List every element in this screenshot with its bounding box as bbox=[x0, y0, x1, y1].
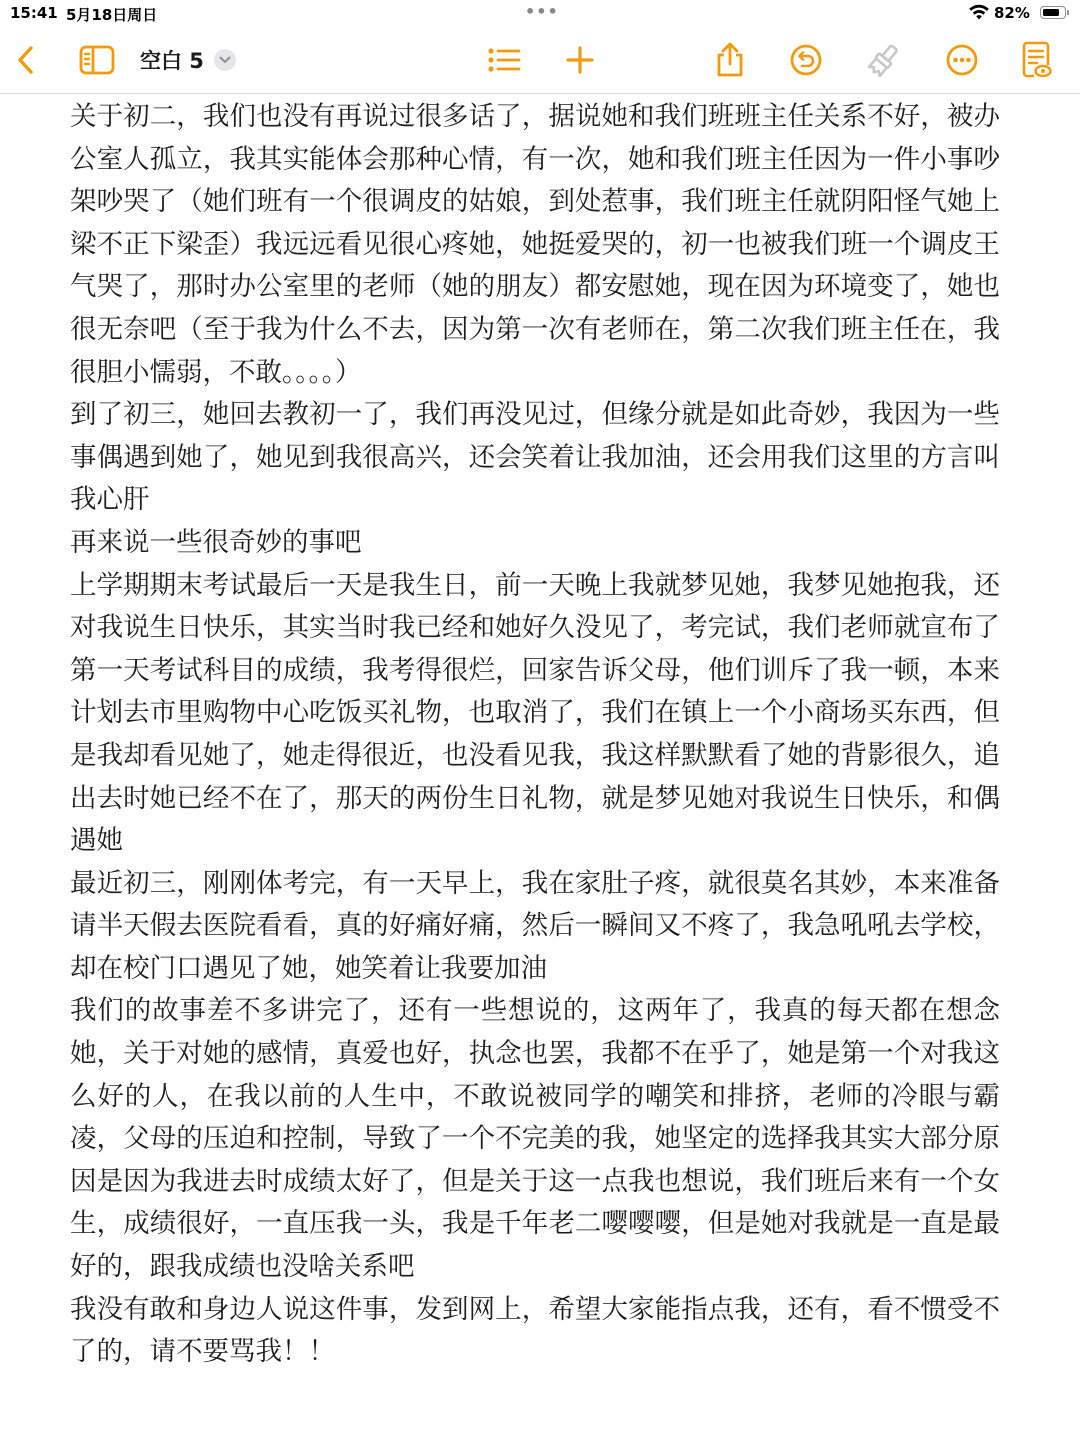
more-icon[interactable] bbox=[940, 38, 984, 82]
paragraph: 到了初三，她回去教初一了，我们再没见过，但缘分就是如此奇妙，我因为一些事偶遇到她了，她见到我很高兴，还会笑着让我加油，还会用我们这里的方言叫我心肝 bbox=[70, 399, 1000, 516]
document-view-icon[interactable] bbox=[1014, 38, 1058, 82]
paragraph: 上学期期末考试最后一天是我生日，前一天晚上我就梦见她，我梦见她抱我，还对我说生日快乐，其实当时我已经和她好久没见了，考完试，我们老师就宣布了第一天考试科目的成绩，我考得很烂，回家告诉父母，他们训斥了我一顿，本来计划去市里购物中心吃饭买礼物，也取消了，我们在镇上一个小商场买东西，但是我却看见她了，她走得很近，也没看见我，我这样默默看了她的背影很久，追出去时她已经不在了，那天的两份生日礼物，就是梦见她对我说生日快乐，和偶遇她 bbox=[70, 569, 1000, 857]
chevron-down-icon[interactable] bbox=[214, 49, 236, 71]
plus-icon[interactable] bbox=[558, 38, 602, 82]
battery-level-fill bbox=[1043, 9, 1059, 16]
paragraph: 我没有敢和身边人说这件事，发到网上，希望大家能指点我，还有，看不惯受不了的，请不要骂我！！ bbox=[70, 1293, 1000, 1368]
paragraph: 最近初三，刚刚体考完，有一天早上，我在家肚子疼，就很莫名其妙，本来准备请半天假去医院看看，真的好痛好痛，然后一瞬间又不疼了，我急吼吼去学校，却在校门口遇见了她，她笑着让我要加油 bbox=[70, 867, 1000, 984]
status-date: 5月18日周日 bbox=[66, 6, 158, 24]
battery-icon bbox=[1040, 6, 1066, 19]
wifi-icon bbox=[968, 3, 990, 21]
sidebar-icon[interactable] bbox=[75, 38, 119, 82]
undo-icon[interactable] bbox=[784, 38, 828, 82]
document-title: 空白 5 bbox=[140, 49, 204, 73]
list-icon[interactable] bbox=[482, 38, 526, 82]
back-chevron-icon[interactable] bbox=[4, 38, 48, 82]
toolbar bbox=[0, 28, 1080, 94]
document-body[interactable] bbox=[70, 96, 1000, 1374]
share-icon[interactable] bbox=[708, 38, 752, 82]
paragraph: 关于初二，我们也没有再说过很多话了，据说她和我们班班主任关系不好，被办公室人孤立，我其实能体会那种心情，有一次，她和我们班主任因为一件小事吵架吵哭了（她们班有一个很调皮的姑娘，到处惹事，我们班主任就阴阳怪气她上梁不正下梁歪）我远远看见很心疼她，她挺爱哭的，初一也被我们班一个调皮王气哭了，那时办公室里的老师（她的朋友）都安慰她，现在因为环境变了，她也很无奈吧（至于我为什么不去，因为第一次有老师在，第二次我们班主任在，我很胆小懦弱，不敢。。。。） bbox=[70, 101, 1000, 388]
paragraph: 我们的故事差不多讲完了，还有一些想说的，这两年了，我真的每天都在想念她，关于对她的感情，真爱也好，执念也罢，我都不在乎了，她是第一个对我这么好的人，在我以前的人生中，不敢说被同学的嘲笑和排挤，老师的冷眼与霸凌，父母的压迫和控制，导致了一个不完美的我，她坚定的选择我其实大部分原因是因为我进去时成绩太好了，但是关于这一点我也想说，我们班后来有一个女生，成绩很好，一直压我一头，我是千年老二嘤嘤嘤，但是她对我就是一直是最好的，跟我成绩也没啥关系吧 bbox=[70, 995, 1000, 1283]
battery-cap bbox=[1067, 10, 1069, 15]
brush-icon[interactable] bbox=[862, 38, 906, 82]
status-bar bbox=[0, 0, 1080, 28]
battery-percent: 82% bbox=[994, 4, 1030, 22]
document-title-button[interactable] bbox=[140, 44, 236, 76]
paragraph: 再来说一些很奇妙的事吧 bbox=[70, 526, 362, 558]
multitasking-dots-icon[interactable]: ••• bbox=[525, 2, 559, 21]
status-time: 15:41 bbox=[10, 4, 58, 22]
